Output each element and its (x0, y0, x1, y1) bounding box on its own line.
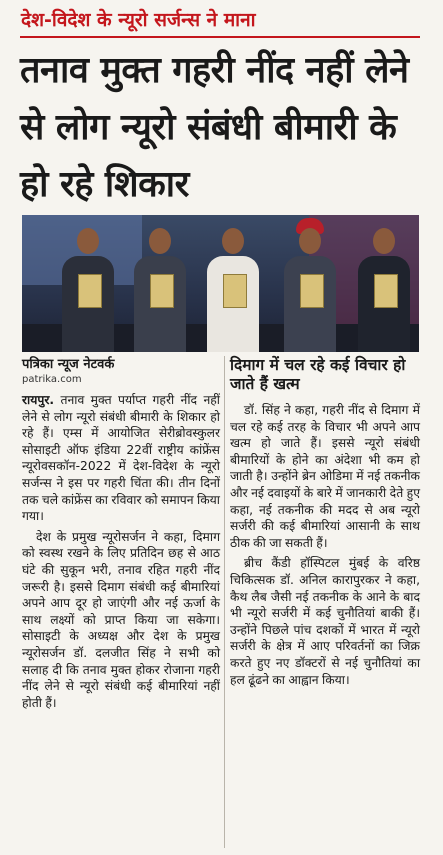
left-paragraph-2: देश के प्रमुख न्यूरोसर्जन ने कहा, दिमाग को स्वस्थ रखने के लिए प्रतिदिन छह से आठ घंटे की सुकून भरी, तनाव रहित गहरी नींद जरूरी है। इससे दिमाग संबंधी कई बीमारियां अपने आप दूर हो जाएंगी और नई ऊर्जा के साथ लक्ष्यों को प्राप्त किया जा सकेगा। सोसाइटी के अध्यक्ष और देश के प्रमुख न्यूरोसर्जन डॉ. दलजीत सिंह ने सभी को सलाह दी कि तनाव मुक्त होकर रोजाना गहरी नींद लेने से न्यूरो संबंधी कई बीमारियां नहीं होती हैं। (22, 529, 220, 710)
left-paragraph-1-text: तनाव मुक्त पर्याप्त गहरी नींद नहीं लेने से लोग न्यूरो संबंधी बीमारी के शिकार हो रहे हैं। एम्स में आयोजित सेरीब्रोवस्कुलर सोसाइटी ऑफ इंडिया 22वीं राष्ट्रीय कांफ्रेंस न्यूरोवसकॉन-2022 में देश-विदेश के न्यूरो सर्जन्स ने इस पर गहरी चिंता की। तीन दिनों तक चले कांफ्रेंस का रविवार को समापन किया गया। (22, 393, 220, 524)
person-1 (62, 228, 114, 352)
left-column (22, 392, 220, 711)
byline-site: patrika.com (22, 374, 82, 385)
left-paragraph-1 (22, 392, 220, 525)
news-photo (22, 215, 419, 352)
byline-agency: पत्रिका न्यूज नेटवर्क (22, 357, 115, 372)
right-column (230, 402, 420, 688)
headline: तनाव मुक्त गहरी नींद नहीं लेने से लोग न्यूरो संबंधी बीमारी के हो रहे शिकार (20, 50, 409, 205)
person-4 (284, 218, 336, 352)
person-2 (134, 228, 186, 352)
column-divider (224, 356, 225, 848)
right-paragraph-2: ब्रीच कैंडी हॉस्पिटल मुंबई के वरिष्ठ चिकित्सक डॉ. अनिल कारापुरकर ने कहा, कैथ लैब जैसी नई तकनीक के आने के बाद भी न्यूरो सर्जरी में कई चुनौतियां बाकी हैं। उन्होंने पिछले पांच दशकों में भारत में न्यूरो सर्जरी के क्षेत्र में आए परिवर्तनों का जिक्र करते हुए नए डॉक्टरों से नई चुनौतियां का हल ढूंढने का आह्वान किया। (230, 556, 420, 687)
kicker-rule (20, 36, 420, 38)
kicker: देश-विदेश के न्यूरो सर्जन्स ने माना (21, 9, 256, 31)
right-paragraph-1: डॉ. सिंह ने कहा, गहरी नींद से दिमाग में चल रहे कई तरह के विचार भी अपने आप खत्म हो जाते हैं। इससे न्यूरो संबंधी बीमारियों के होने का अंदेशा भी कम हो जाती है। उन्होंने ब्रेन ओडिमा में नई तकनीक और नई दवाइयों के बारे में जानकारी देते हुए कहा, नई तकनीक की मदद से अब न्यूरो सर्जरी की कई बीमारियां आसानी के साथ ठीक की जा सकती हैं। (230, 403, 420, 550)
subheadline: दिमाग में चल रहे कई विचार हो जाते हैं खत्म (230, 356, 406, 393)
dateline: रायपुर. (22, 393, 55, 407)
person-3 (207, 228, 259, 352)
person-5 (358, 228, 410, 352)
